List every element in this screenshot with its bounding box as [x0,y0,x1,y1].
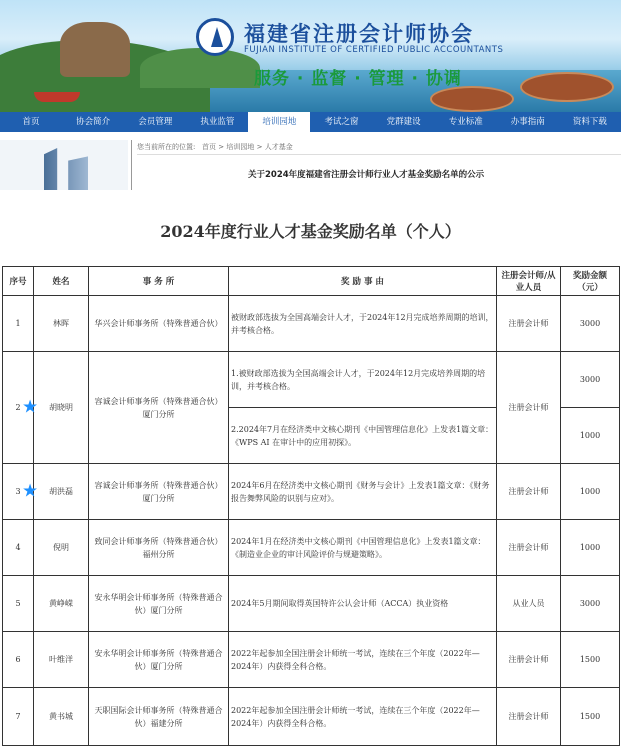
nav-item[interactable]: 协会简介 [76,117,111,127]
cell-firm: 容诚会计师事务所（特殊普通合伙）厦门分所 [89,352,229,464]
banner-boat [34,92,80,102]
header-no: 序号 [3,267,34,296]
org-name[interactable]: 福建省注册会计师协会 [244,22,474,46]
breadcrumb-sep: > [256,143,263,151]
cell-no-text: 6 [15,655,21,664]
cell-name-text: 林晖 [53,319,69,328]
cell-no-text: 7 [15,712,21,721]
cell-type: 注册会计师 [497,688,561,746]
cell-reason: 2022年起参加全国注册会计师统一考试，连续在三个年度（2022年—2024年）内获得全科合格。 [229,632,497,688]
cell-reason: 2024年1月在经济类中文核心期刊《中国管理信息化》上发表1篇文章：《制造业企业的审计风险评价与规避策略》。 [229,520,497,576]
cell-name-text: 黄书城 [49,712,73,721]
cell-amount: 3000 [561,352,620,408]
cell-no [3,632,34,688]
cell-reason: 2022年起参加全国注册会计师统一考试，连续在三个年度（2022年—2024年）内获得全科合格。 [229,688,497,746]
table-row [3,352,620,408]
header-firm: 事 务 所 [89,267,229,296]
cell-reason: 2024年5月期间取得英国特许公认会计师（ACCA）执业资格 [229,576,497,632]
notice-title: 关于2024年度福建省注册会计师行业人才基金奖励名单的公示 [248,170,485,180]
cell-no [3,296,34,352]
breadcrumb-item-training[interactable]: 培训园地 [226,143,255,151]
breadcrumb-sep: > [218,143,225,151]
table-header-row [3,267,620,296]
site-banner [0,0,621,112]
nav-item[interactable]: 党群建设 [386,117,421,127]
cell-name [22,464,89,520]
cell-reason: 2024年6月在经济类中文核心期刊《财务与会计》上发表1篇文章：《财务报告舞弊风险的识别与应对》。 [229,464,497,520]
nav-item[interactable]: 首页 [22,117,40,127]
banner-rock [60,22,130,77]
cell-amount: 1000 [561,520,620,576]
cell-type: 注册会计师 [497,464,561,520]
cell-name [34,576,89,632]
side-building-image [0,140,128,190]
nav-item[interactable]: 资料下载 [572,117,607,127]
org-name-en: FUJIAN INSTITUTE OF CERTIFIED PUBLIC ACCOUNTANTS [244,45,504,55]
cell-name-text: 倪明 [53,543,69,552]
cell-name [34,688,89,746]
award-table [2,266,620,746]
table-row [3,576,620,632]
cell-name-text: 胡洪磊 [49,487,73,496]
banner-tulou [430,86,514,112]
table-row [3,520,620,576]
table-row [3,464,620,520]
cell-no-text: 3 [15,487,21,496]
breadcrumb [137,142,293,152]
breadcrumb-item-home[interactable]: 首页 [202,143,217,151]
table-row [3,688,620,746]
cell-name [34,520,89,576]
cell-no [3,576,34,632]
nav-item[interactable]: 考试之窗 [324,117,359,127]
cell-name [34,296,89,352]
star-icon: ★ [22,395,39,417]
cell-name [34,632,89,688]
header-reason: 奖 励 事 由 [229,267,497,296]
divider [137,154,621,155]
association-logo-icon[interactable] [196,18,234,56]
table-row [3,632,620,688]
page-title: 2024年度行业人才基金奖励名单（个人） [160,222,461,241]
slogan: 服务 · 监督 · 管理 · 协调 [254,69,462,89]
header-type: 注册会计师/从业人员 [497,267,561,296]
cell-type: 注册会计师 [497,352,561,464]
cell-name-text: 黄峥嵘 [49,599,73,608]
cell-type: 从业人员 [497,576,561,632]
cell-no-text: 1 [15,319,21,328]
divider [131,140,132,190]
cell-firm: 华兴会计师事务所（特殊普通合伙） [89,296,229,352]
cell-no [3,520,34,576]
nav-item[interactable]: 执业监管 [200,117,235,127]
cell-reason: 1.被财政部选拔为全国高端会计人才，于2024年12月完成培养周期的培训，并考核合格。 [229,352,497,408]
cell-no [3,688,34,746]
cell-firm: 天职国际会计师事务所（特殊普通合伙）福建分所 [89,688,229,746]
cell-amount: 1500 [561,632,620,688]
header-name: 姓名 [34,267,89,296]
banner-hill [140,48,260,88]
nav-item[interactable]: 专业标准 [448,117,483,127]
star-icon: ★ [22,479,39,501]
nav-item[interactable]: 培训园地 [248,112,310,132]
cell-firm: 安永华明会计师事务所（特殊普通合伙）厦门分所 [89,632,229,688]
cell-amount: 1500 [561,688,620,746]
cell-firm: 容诚会计师事务所（特殊普通合伙）厦门分所 [89,464,229,520]
cell-reason: 被财政部选拔为全国高端会计人才，于2024年12月完成培养周期的培训，并考核合格。 [229,296,497,352]
breadcrumb-item-talent-fund[interactable]: 人才基金 [264,143,293,151]
cell-amount: 1000 [561,464,620,520]
building-icon [44,148,88,190]
table-row [3,296,620,352]
header-amount: 奖励金额（元） [561,267,620,296]
cell-no-text: 5 [15,599,21,608]
nav-item[interactable]: 会员管理 [138,117,173,127]
cell-reason: 2.2024年7月在经济类中文核心期刊《中国管理信息化》上发表1篇文章：《WPS AI 在审计中的应用初探》。 [229,408,497,464]
main-nav [0,112,621,132]
cell-firm: 致同会计师事务所（特殊普通合伙）福州分所 [89,520,229,576]
cell-amount: 3000 [561,576,620,632]
cell-amount: 1000 [561,408,620,464]
cell-type: 注册会计师 [497,520,561,576]
banner-tulou [520,72,614,102]
cell-no-text: 2 [15,403,21,412]
cell-type: 注册会计师 [497,632,561,688]
cell-amount: 3000 [561,296,620,352]
cell-name-text: 胡晓明 [49,403,73,412]
cell-no-text: 4 [15,543,21,552]
cell-type: 注册会计师 [497,296,561,352]
cell-firm: 安永华明会计师事务所（特殊普通合伙）厦门分所 [89,576,229,632]
cell-name [22,352,89,464]
cell-name-text: 叶维洋 [49,655,73,664]
nav-item[interactable]: 办事指南 [510,117,545,127]
breadcrumb-prefix: 您当前所在的位置: [137,143,196,151]
